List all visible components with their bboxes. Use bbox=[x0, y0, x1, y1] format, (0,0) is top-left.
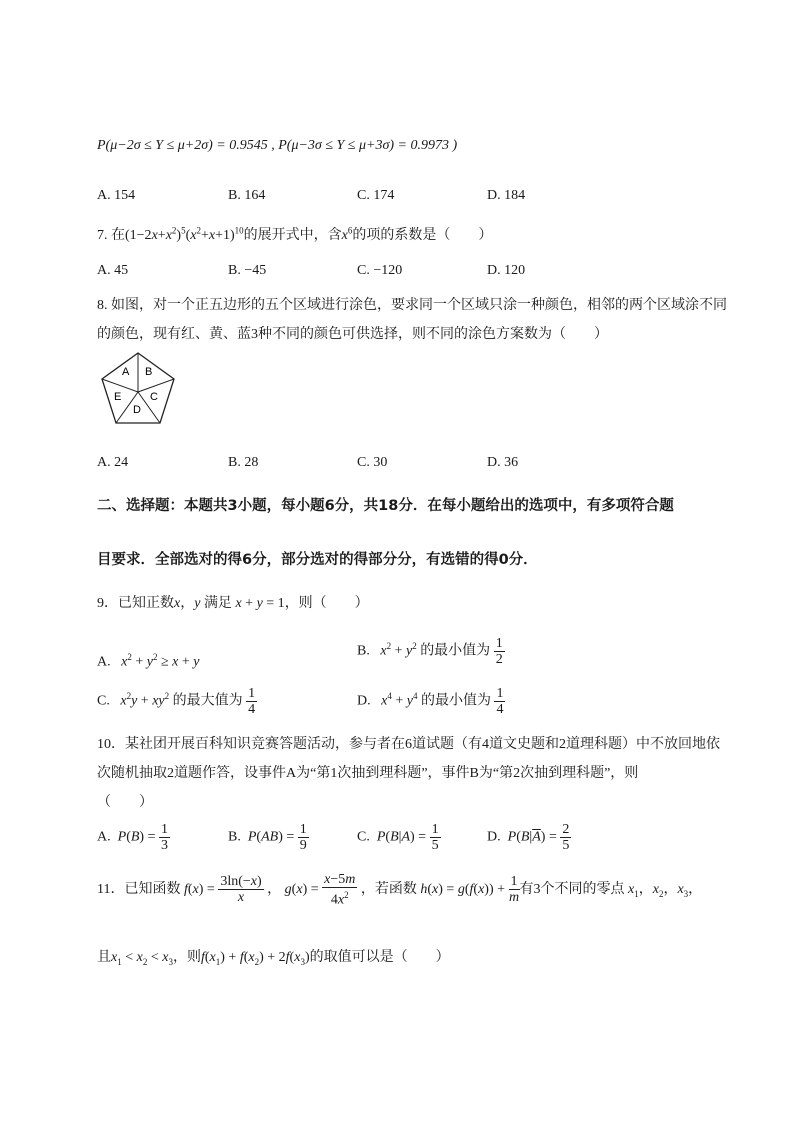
q9-option-b-text: 的最小值为 bbox=[420, 643, 491, 659]
q7-text-after: 的展开式中，含 bbox=[243, 228, 342, 243]
q8-line-2: 的颜色，现有红、黄、蓝3种不同的颜色可供选择，则不同的涂色方案数为（ ） bbox=[97, 327, 608, 342]
q9-option-c: C. $x^2y + xy^2$ 的最大值为 $\frac{1}{4}$ bbox=[97, 686, 256, 717]
q9-option-b: B. $x^2 + y^2$ 的最小值为 $\frac{1}{2}$ bbox=[357, 636, 503, 667]
q9-stem-text-c: ，则（ ） bbox=[284, 596, 369, 611]
q10-option-b: B. P(AB) = $\frac{1}{9}$ bbox=[228, 822, 307, 853]
q9-option-a: A. $x^2 + y^2 \ge x + y$ bbox=[97, 652, 200, 670]
q6-probability-formula: P(μ−2σ ≤ Y ≤ μ+2σ) = 0.9545 , P(μ−3σ ≤ Y ≤ μ+3σ) = 0.9973 ) bbox=[97, 138, 458, 153]
q7-expression: $(1-2x+x^2)^5(x^2+x+1)^{10}$ bbox=[125, 225, 244, 243]
q7-number: 7. 在 bbox=[97, 228, 125, 243]
region-label-a: A bbox=[122, 366, 130, 378]
q9-option-d: D. $x^4 + y^4$ 的最小值为 $\frac{1}{4}$ bbox=[357, 686, 504, 717]
q10-line-2: 次随机抽取2道题作答，设事件A为“第1次抽到理科题”，事件B为“第2次抽到理科题”，则 bbox=[97, 766, 639, 781]
region-label-d: D bbox=[133, 404, 141, 416]
q8-option-b: B. 28 bbox=[228, 455, 259, 470]
q11-stem: 11．已知函数 f(x) = $\frac{3\ln(-x)}{x}$ ， g(x) = $\frac{x-5m}{4x^2}$ ，若函数 h(x) = g(f(x)) + $\frac{1}{m}$ 有3个不同的零点 $x_1$，$x_2$，$x_3$， bbox=[97, 872, 703, 908]
q6-option-d: D. 184 bbox=[487, 188, 526, 203]
q9-option-c-text: 的最大值为 bbox=[172, 693, 243, 709]
q9-option-d-text: 的最小值为 bbox=[420, 693, 491, 709]
q7-option-c: C. −120 bbox=[357, 263, 403, 278]
q11-line-2: 且$x_1 < x_2 < x_3$，则$f(x_1) + f(x_2) + 2f(x_3)$的取值可以是（ ） bbox=[97, 950, 450, 967]
region-label-e: E bbox=[114, 391, 122, 403]
region-label-c: C bbox=[150, 391, 158, 403]
q7-option-a: A. 45 bbox=[97, 263, 129, 278]
q11-line2-text-a: 且 bbox=[97, 950, 111, 965]
q7-stem bbox=[97, 224, 492, 244]
q7-option-d: D. 120 bbox=[487, 263, 526, 278]
q10-option-d: D. $P(B|\overline{A})$ = $\frac{2}{5}$ bbox=[487, 822, 570, 853]
q11-line2-text-c: 的取值可以是（ ） bbox=[309, 950, 450, 965]
q8-option-d: D. 36 bbox=[487, 455, 519, 470]
q8-option-a: A. 24 bbox=[97, 455, 129, 470]
section-2-heading-line-1: 二、选择题：本题共3小题，每小题6分，共18分．在每小题给出的选项中，有多项符合题 bbox=[97, 498, 674, 514]
q9-stem-text-b: 满足 bbox=[203, 596, 232, 611]
q11-stem-text-b: ，若函数 bbox=[360, 882, 417, 898]
pentagon-figure bbox=[98, 350, 178, 428]
q10-option-c: C. P(B|A) = $\frac{1}{5}$ bbox=[357, 822, 439, 853]
q10-line-1: 10．某社团开展百科知识竞赛答题活动，参与者在6道试题（有4道文史题和2道理科题）中不放回地依 bbox=[97, 737, 720, 752]
q10-line-3: （ ） bbox=[97, 795, 153, 810]
q6-option-a: A. 154 bbox=[97, 188, 136, 203]
q7-term: $x^6$ bbox=[341, 225, 353, 243]
q7-text-end: 的项的系数是（ ） bbox=[352, 228, 493, 243]
region-label-b: B bbox=[145, 366, 153, 378]
q10-option-a: A. P(B) = $\frac{1}{3}$ bbox=[97, 822, 168, 853]
section-2-heading-line-2: 目要求．全部选对的得6分，部分选对的得部分分，有选错的得0分． bbox=[97, 552, 538, 568]
q11-line2-text-b: ，则 bbox=[172, 950, 201, 965]
q11-stem-text-c: 有3个不同的零点 bbox=[519, 882, 625, 898]
q9-stem-text-a: 9．已知正数 bbox=[97, 596, 174, 611]
q8-option-c: C. 30 bbox=[357, 455, 388, 470]
q6-option-b: B. 164 bbox=[228, 188, 266, 203]
q7-option-b: B. −45 bbox=[228, 263, 267, 278]
q9-stem: 9．已知正数x，y 满足 x + y = 1，则（ ） bbox=[97, 596, 369, 611]
q6-option-c: C. 174 bbox=[357, 188, 395, 203]
q11-stem-text-a: 11．已知函数 bbox=[97, 882, 181, 898]
q8-line-1: 8. 如图，对一个正五边形的五个区域进行涂色，要求同一个区域只涂一种颜色，相邻的两个区域涂不同 bbox=[97, 298, 727, 313]
